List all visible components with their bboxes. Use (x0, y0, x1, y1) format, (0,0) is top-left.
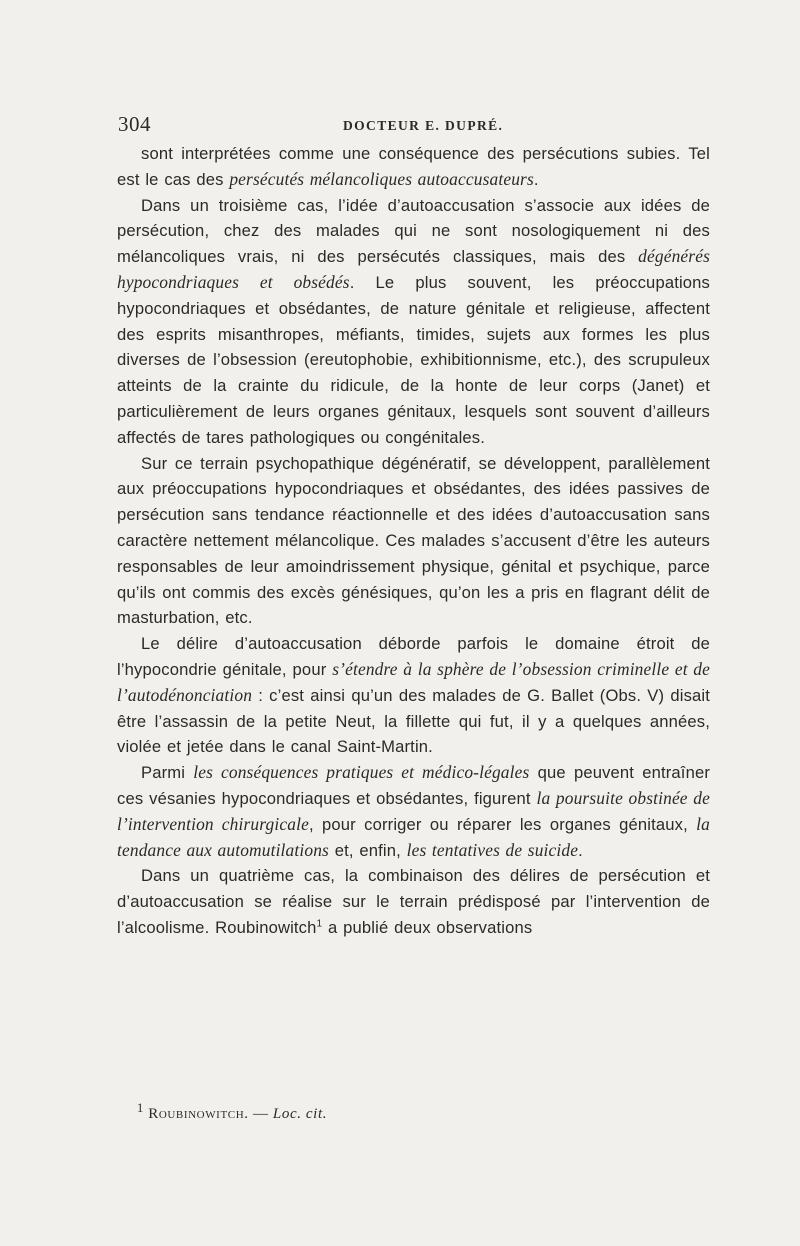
running-title: DOCTEUR E. DUPRÉ. (343, 118, 504, 133)
text-run: . (533, 169, 539, 189)
text-run: : c’est ainsi qu’un des malades de G. Ballet (Obs. V) disait être l’assassin de la petite Neut, la fillette qui fut, il y a quelques années, violée et jetée dans le canal Saint-Martin. (117, 685, 710, 757)
paragraph (117, 760, 710, 863)
footnote-author: Roubinowitch. (148, 1106, 249, 1122)
paragraph (117, 631, 710, 760)
italic-text: les tentatives de suicide (406, 839, 579, 860)
italic-text: dégénérés hypocondriaques et obsédés (117, 246, 710, 292)
text-run: . Le plus souvent, les préoccupations hypocondriaques et obsédantes, de nature génitale et religieuse, affectent des esprits misanthropes, méfiants, timides, sujets aux formes les plus diverses de l’obsession (ereutophobie, exhibitionnisme, etc.), des scrupuleux atteints de la crainte du ridicule, de la honte de leur corps (Janet) et particulièrement de leurs organes génitaux, lesquels sont souvent d’ailleurs affectés de tares pathologiques ou congénitales. (117, 272, 710, 447)
footnote-marker: 1 (137, 1101, 144, 1115)
italic-text: la tendance aux automutilations (117, 813, 710, 860)
italic-text: la poursuite obstinée de l’intervention chirurgicale (117, 787, 710, 834)
text-run: que peuvent entraîner ces vésanies hypocondriaques et obsédantes, figurent (117, 763, 711, 808)
footnote (137, 1101, 327, 1123)
text-run: Sur ce terrain psychopathique dégénératif, se développent, parallèlement aux préoccupations hypocondriaques et obsédantes, des idées passives de persécution sans tendance réactionnelle et des idées d’autoaccusation sans caractère nettement mélancolique. Ces malades s’accusent d’être les auteurs responsables de leur amoindrissement physique, génital et psychique, parce qu’ils ont commis des excès génésiques, qu’on les a pris en flagrant délit de masturbation, etc. (117, 453, 710, 628)
page-number: 304 (118, 112, 151, 136)
text-run: . (578, 840, 583, 860)
paragraph (117, 451, 710, 632)
text-run: , pour corriger ou réparer les organes génitaux, (308, 814, 697, 834)
text-run: Dans un quatrième cas, la combinaison des délires de persécution et d’autoaccusation se réalise sur le terrain prédisposé par l’intervention de l’alcoolisme. Roubinowitch (117, 866, 710, 937)
text-run: Parmi (141, 763, 194, 783)
italic-text: s’étendre à la sphère de l’obsession criminelle et de l’autodénonciation (117, 658, 710, 705)
text-run: Dans un troisième cas, l’idée d’autoaccusation s’associe aux idées de persécution, chez des malades qui ne sont nosologiquement ni des mélancoliques vrais, ni des persécutés classiques, mais des (117, 195, 710, 267)
paragraph (117, 141, 710, 193)
paragraph (117, 193, 710, 451)
text-run: et, enfin, (328, 840, 407, 860)
italic-text: persécutés mélancoliques autoaccusateurs (229, 168, 534, 189)
body-text (117, 141, 710, 941)
italic-text: les conséquences pratiques et médico-légales (193, 762, 530, 783)
paragraph (117, 863, 710, 940)
text-run: sont interprétées comme une conséquence des persécutions subies. Tel est le cas des (117, 144, 710, 189)
footnote-reference: Loc. cit. (272, 1106, 328, 1122)
text-run: Le délire d’autoaccusation déborde parfois le domaine étroit de l’hypocondrie génitale, pour (117, 634, 710, 679)
page-header (118, 110, 708, 140)
footnote-separator: — (248, 1106, 273, 1122)
footnote-reference-marker: 1 (316, 918, 323, 930)
text-run: a publié deux observations (322, 917, 533, 937)
